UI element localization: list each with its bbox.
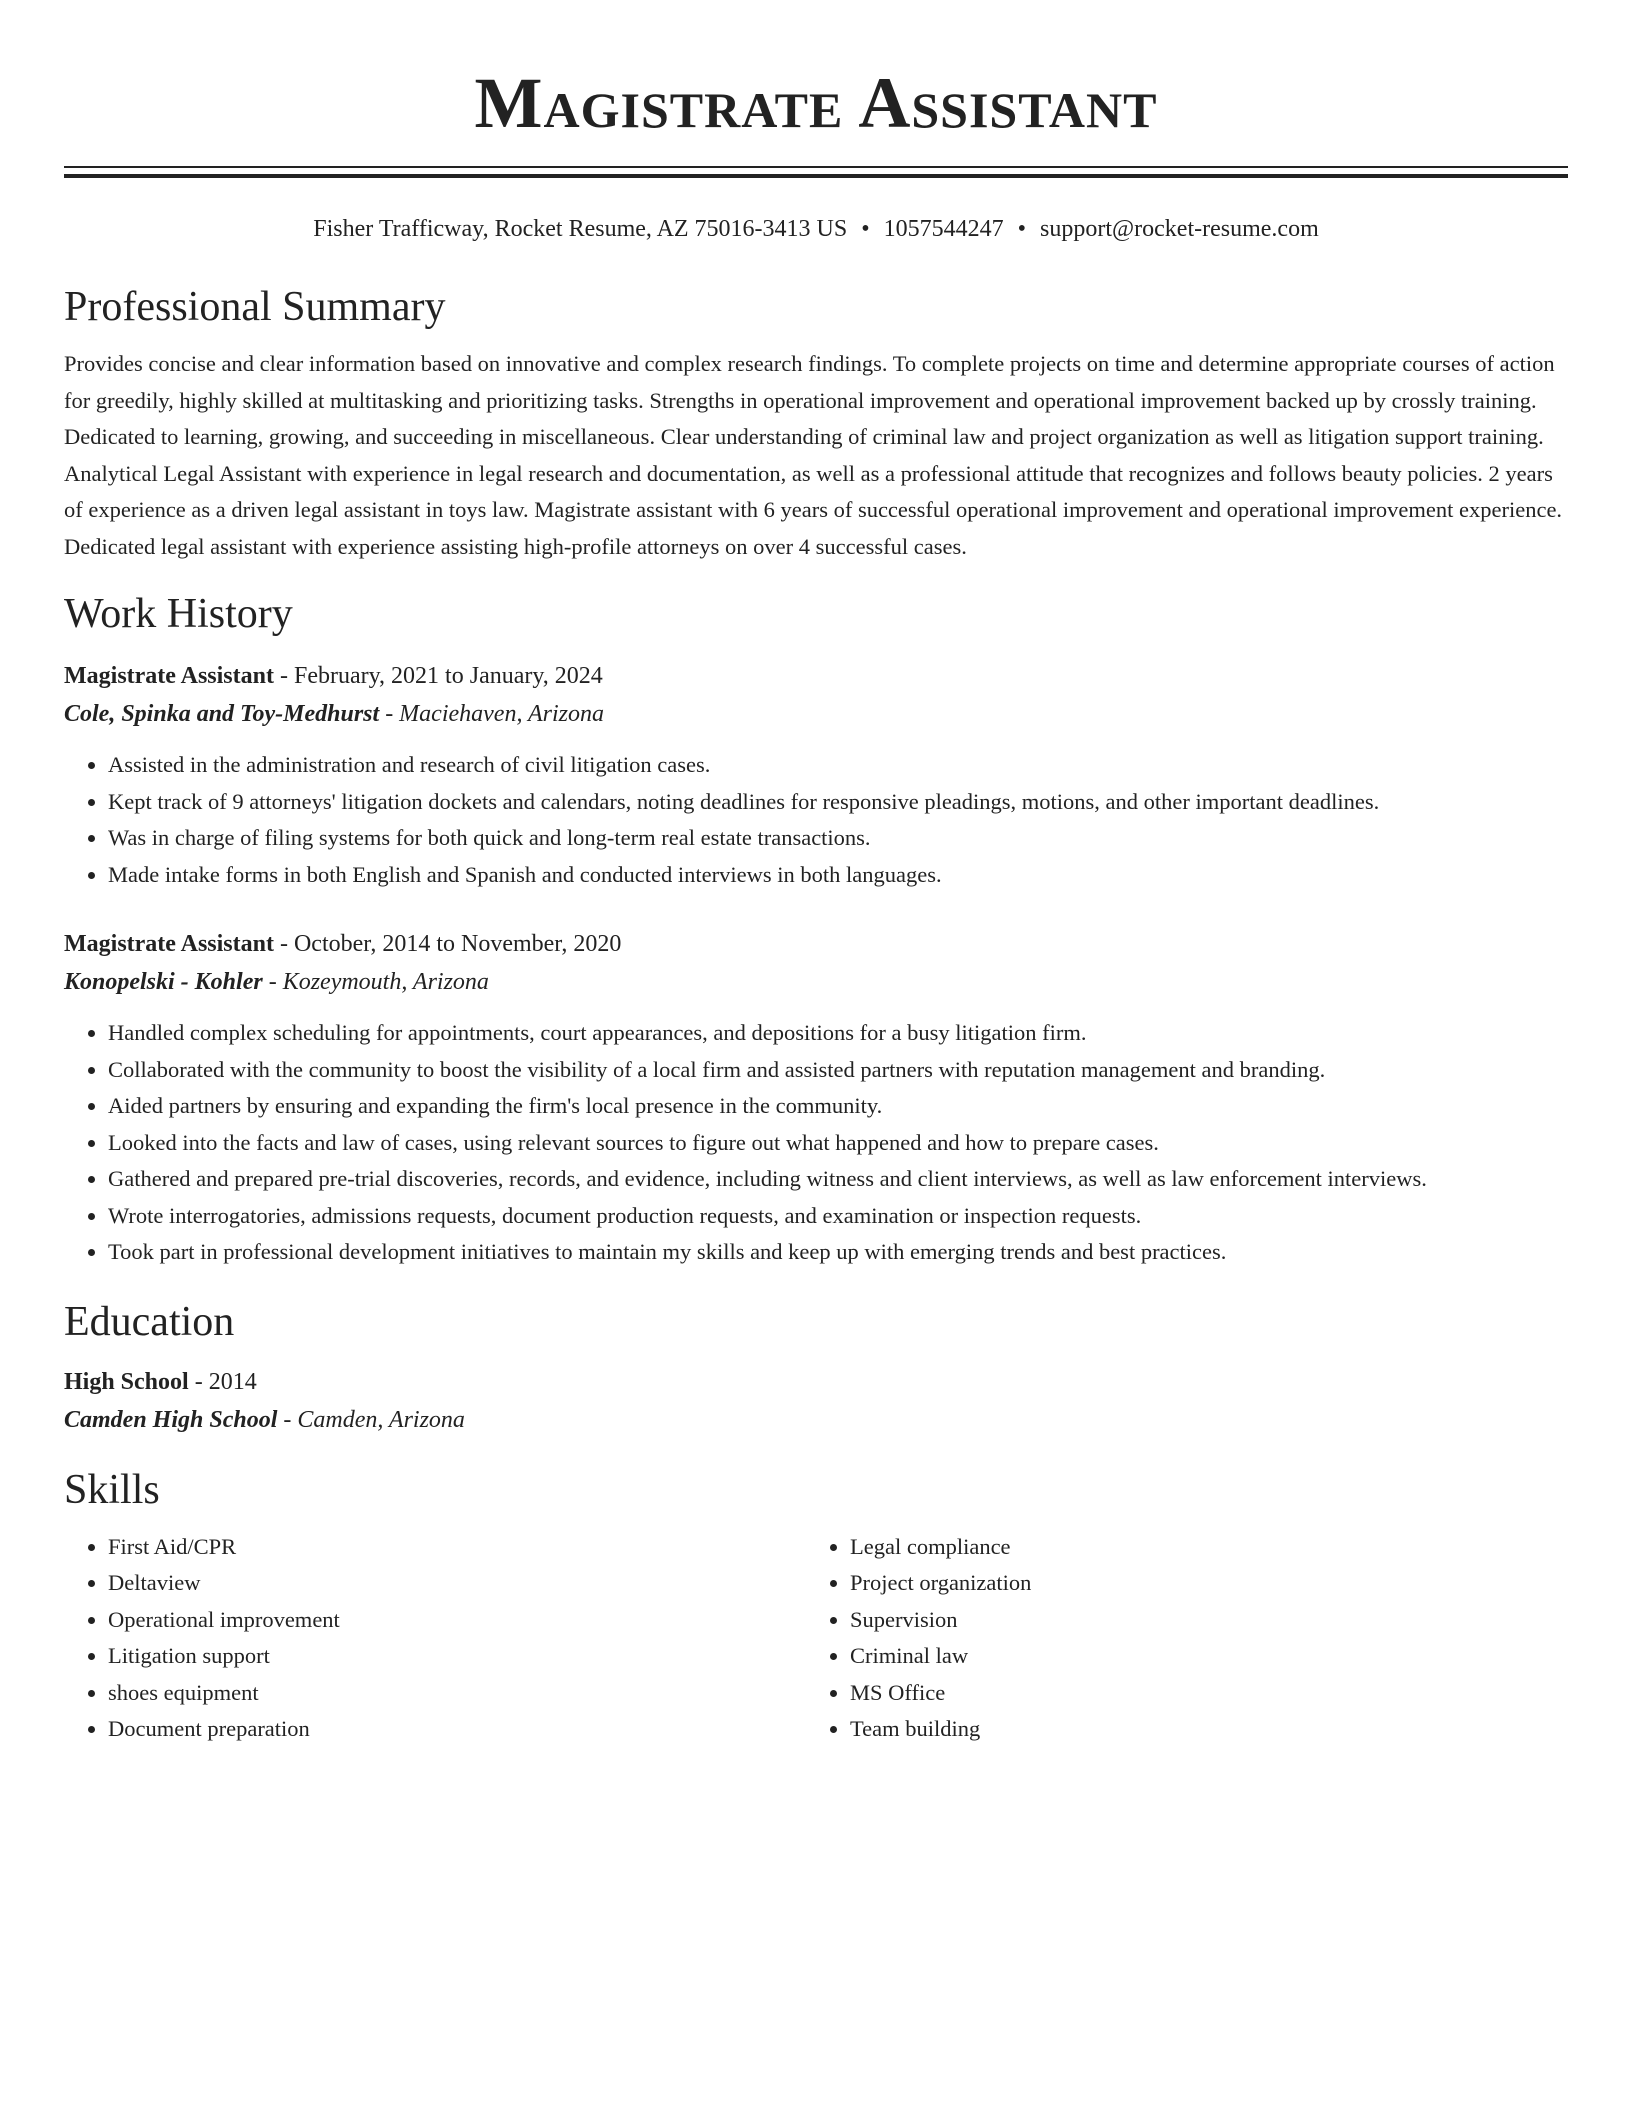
- job-bullet: • Collaborated with the community to boost the visibility of a local firm and assisted partners with reputation management and branding.: [108, 1052, 1568, 1089]
- contact-phone: 1057544247: [883, 216, 1004, 242]
- education-school: Camden High School: [64, 1406, 278, 1433]
- job-header: [64, 657, 1568, 695]
- education-entry: [64, 1363, 1568, 1439]
- job-dates: - October, 2014 to November, 2020: [273, 931, 622, 957]
- contact-separator: •: [861, 216, 870, 242]
- skills-list: [806, 1529, 1548, 1748]
- education-location: - Camden, Arizona: [277, 1406, 465, 1433]
- education-year: - 2014: [188, 1368, 257, 1395]
- education-school-line: [64, 1401, 1568, 1439]
- job-bullet: • Took part in professional development initiatives to maintain my skills and keep up with emerging trends and best practices.: [108, 1234, 1568, 1271]
- skill-item: • Document preparation: [108, 1711, 806, 1748]
- skills-heading: Skills: [64, 1466, 160, 1513]
- job-location: - Kozeymouth, Arizona: [262, 969, 489, 995]
- job-bullet: • Assisted in the administration and research of civil litigation cases.: [108, 747, 1568, 784]
- work-history-heading: Work History: [64, 591, 293, 637]
- skill-item: • First Aid/CPR: [108, 1529, 806, 1566]
- job-dates: - February, 2021 to January, 2024: [273, 663, 603, 689]
- skill-item: • shoes equipment: [108, 1675, 806, 1712]
- job-bullet: • Wrote interrogatories, admissions requests, document production requests, and examination or inspection requests.: [108, 1198, 1568, 1235]
- skill-item: • Criminal law: [850, 1638, 1548, 1675]
- job-bullet: • Aided partners by ensuring and expanding the firm's local presence in the community.: [108, 1088, 1568, 1125]
- job-role: Magistrate Assistant: [64, 663, 274, 689]
- job-header: [64, 925, 1568, 963]
- education-heading: Education: [64, 1298, 235, 1345]
- skill-item: • Project organization: [850, 1565, 1548, 1602]
- job-bullet: • Made intake forms in both English and Spanish and conducted interviews in both languages.: [108, 857, 1568, 894]
- skill-item: • Deltaview: [108, 1565, 806, 1602]
- job-role: Magistrate Assistant: [64, 931, 274, 957]
- skill-item: • MS Office: [850, 1675, 1548, 1712]
- contact-separator: •: [1017, 216, 1027, 242]
- contact-email: support@rocket-resume.com: [1040, 216, 1319, 242]
- job-bullet-list: [64, 747, 1568, 893]
- resume-name-title: Magistrate Assistant: [474, 63, 1158, 143]
- job-bullet: • Handled complex scheduling for appointments, court appearances, and depositions for a busy litigation firm.: [108, 1015, 1568, 1052]
- job-entry: [64, 925, 1568, 1271]
- contact-line: [64, 214, 1568, 244]
- header-divider-thin: [64, 166, 1568, 168]
- skill-item: • Operational improvement: [108, 1602, 806, 1639]
- skills-grid: [64, 1529, 1568, 1748]
- summary-heading: Professional Summary: [64, 284, 446, 330]
- job-bullet: • Was in charge of filing systems for both quick and long-term real estate transactions.: [108, 820, 1568, 857]
- skills-column-left: [64, 1529, 806, 1748]
- skill-item: • Team building: [850, 1711, 1548, 1748]
- skill-item: • Litigation support: [108, 1638, 806, 1675]
- job-bullet: • Looked into the facts and law of cases, using relevant sources to figure out what happened and how to prepare cases.: [108, 1125, 1568, 1162]
- education-degree: High School: [64, 1368, 189, 1395]
- education-header: [64, 1363, 1568, 1401]
- header-divider-thick: [64, 174, 1568, 178]
- skills-column-right: [806, 1529, 1548, 1748]
- job-company: Cole, Spinka and Toy-Medhurst: [64, 701, 380, 727]
- skill-item: • Supervision: [850, 1602, 1548, 1639]
- job-bullet: • Kept track of 9 attorneys' litigation dockets and calendars, noting deadlines for responsive pleadings, motions, and other important deadlines.: [108, 784, 1568, 821]
- skill-item: • Legal compliance: [850, 1529, 1548, 1566]
- skills-list: [64, 1529, 806, 1748]
- job-location: - Maciehaven, Arizona: [379, 701, 605, 727]
- job-entry: [64, 657, 1568, 893]
- job-employer-line: [64, 695, 1568, 733]
- job-bullet: • Gathered and prepared pre-trial discoveries, records, and evidence, including witness and client interviews, as well as law enforcement interviews.: [108, 1161, 1568, 1198]
- summary-paragraph: Provides concise and clear information based on innovative and complex research findings. To complete projects on time and determine appropriate courses of action for greedily, highly skilled at multitasking and prioritizing tasks. Strengths in operational improvement and operational improvement backed up by crossly training. Dedicated to learning, growing, and succeeding in miscellaneous. Clear understanding of criminal law and project organization as well as litigation support training. Analytical Legal Assistant with experience in legal research and documentation, as well as a professional attitude that recognizes and follows beauty policies. 2 years of experience as a driven legal assistant in toys law. Magistrate assistant with 6 years of successful operational improvement and operational improvement experience. Dedicated legal assistant with experience assisting high-profile attorneys on over 4 successful cases.: [64, 351, 1563, 559]
- job-employer-line: [64, 963, 1568, 1001]
- job-bullet-list: [64, 1015, 1568, 1271]
- job-company: Konopelski - Kohler: [64, 969, 263, 995]
- contact-address: Fisher Trafficway, Rocket Resume, AZ 75016-3413 US: [313, 216, 848, 242]
